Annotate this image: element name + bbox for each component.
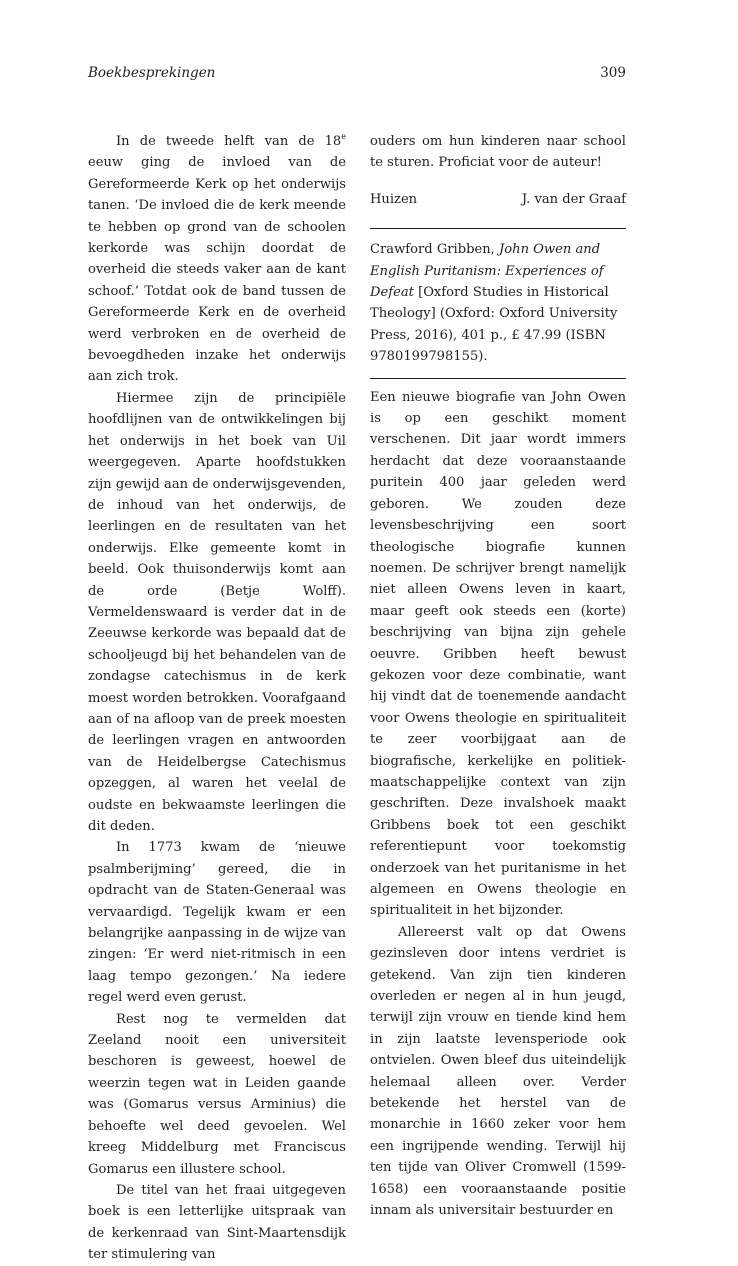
bibliographic-entry (370, 239, 626, 367)
book-details: [Oxford Studies in Historical Theology] (Oxford: Oxford University Press, 2016), 401 p., £ 47.99 (ISBN 9780199798155). (370, 285, 618, 365)
body-paragraph: Een nieuwe biografie van John Owen is op een geschikt moment verschenen. Dit jaar wordt immers herdacht dat deze vooraanstaande puritein 400 jaar geleden werd geboren. We zouden deze levensbeschrijving een soort theologische biografie kunnen noemen. De schrijver brengt namelijk niet alleen Owens leven in kaart, maar geeft ook steeds een (korte) beschrijving van bijna zijn gehele oeuvre. Gribben heeft bewust gekozen voor deze combinatie, want hij vindt dat de toenemende aandacht voor Owens theologie en spiritualiteit te zeer voorbijgaat aan de biografische, kerkelijke en politiek-maatschappelijke context van zijn geschriften. Deze invalshoek maakt Gribbens boek tot een geschikt referentiepunt voor toekomstig onderzoek van het puritanisme in het algemeen en Owens theologie en spiritualiteit in het bijzonder. (370, 389, 626, 919)
body-paragraph (88, 131, 346, 388)
book-title: John Owen and English Puritanism: Experiences of Defeat (370, 242, 604, 301)
paragraph-text: eeuw ging de invloed van de Gereformeerde Kerk op het onderwijs tanen. ‘De invloed die de kerk meende te hebben op grond van de schoolen kerkorde was schijn doordat de overheid die steeds vaker aan de kant schoof.’ Totdat ook de band tussen de Gereformeerde Kerk en de overheid werd verbroken en de overheid de bevoegdheden inzake het onderwijs aan zich trok. (88, 155, 346, 385)
review-signature (370, 189, 626, 210)
right-column (370, 131, 626, 1222)
body-paragraph: Allereerst valt op dat Owens gezinsleven door intens verdriet is getekend. Van zijn tien kinderen overleden er negen al in hun jeugd, terwijl zijn vrouw en tiende kind hem in zijn laatste levensperiode ook ontvielen. Owen bleef dus uiteindelijk helemaal alleen over. Verder betekende het herstel van de monarchie in 1660 zeker voor hem een ingrijpende wending. Terwijl hij ten tijde van Oliver Cromwell (1599-1658) een vooraanstaande positie innam als universitair bestuurder en (370, 924, 626, 1219)
signature-place: Huizen (370, 191, 418, 207)
body-paragraph: Rest nog te vermelden dat Zeeland nooit een universiteit beschoren is geweest, hoewel de weerzin tegen wat in Leiden gaande was (Gomarus versus Arminius) die behoefte wel deed gevoelen. Wel kreeg Middelburg met Franciscus Gomarus een illustere school. (88, 1011, 346, 1177)
body-paragraph: In 1773 kwam de ‘nieuwe psalmberijming’ gereed, die in opdracht van de Staten-Generaal was vervaardigd. Tegelijk kwam er een belangrijke aanpassing in de wijze van zingen: ‘Er werd niet-ritmisch in een laag tempo gezongen.’ Na iedere regel werd even gerust. (88, 840, 346, 1006)
paragraph-text: In de tweede helft van de 18 (116, 134, 342, 149)
running-title: Boekbesprekingen (88, 65, 216, 81)
running-header (88, 62, 626, 84)
page-number: 309 (600, 65, 626, 81)
review-bibliographic-header (370, 229, 626, 377)
section-rule (370, 378, 626, 379)
body-paragraph: De titel van het fraai uitgegeven boek is een letterlijke uitspraak van de kerkenraad van Sint-Maartensdijk ter stimulering van (88, 1182, 346, 1263)
book-author: Crawford Gribben, (370, 242, 500, 258)
left-column (88, 131, 346, 1266)
body-paragraph: ouders om hun kinderen naar school te sturen. Proficiat voor de auteur! (370, 134, 626, 171)
body-paragraph: Hiermee zijn de principiële hoofdlijnen van de ontwikkelingen bij het onderwijs in het boek van Uil weergegeven. Aparte hoofdstukken zijn gewijd aan de onderwijsgevenden, de inhoud van het onderwijs, de leerlingen en de resultaten van het onderwijs. Elke gemeente komt in beeld. Ook thuisonderwijs komt aan de orde (Betje Wolff). Vermeldenswaard is verder dat in de Zeeuwse kerkorde was bepaald dat de schooljeugd bij het behandelen van de zondagse catechismus in de kerk moest worden betrokken. Voorafgaand aan of na afloop van de preek moesten de leerlingen vragen en antwoorden van de Heidelbergse Catechismus opzeggen, al waren het veelal de oudste en bekwaamste leerlingen die dit deden. (88, 390, 346, 834)
superscript: e (341, 132, 346, 141)
signature-name: J. van der Graaf (521, 191, 626, 207)
